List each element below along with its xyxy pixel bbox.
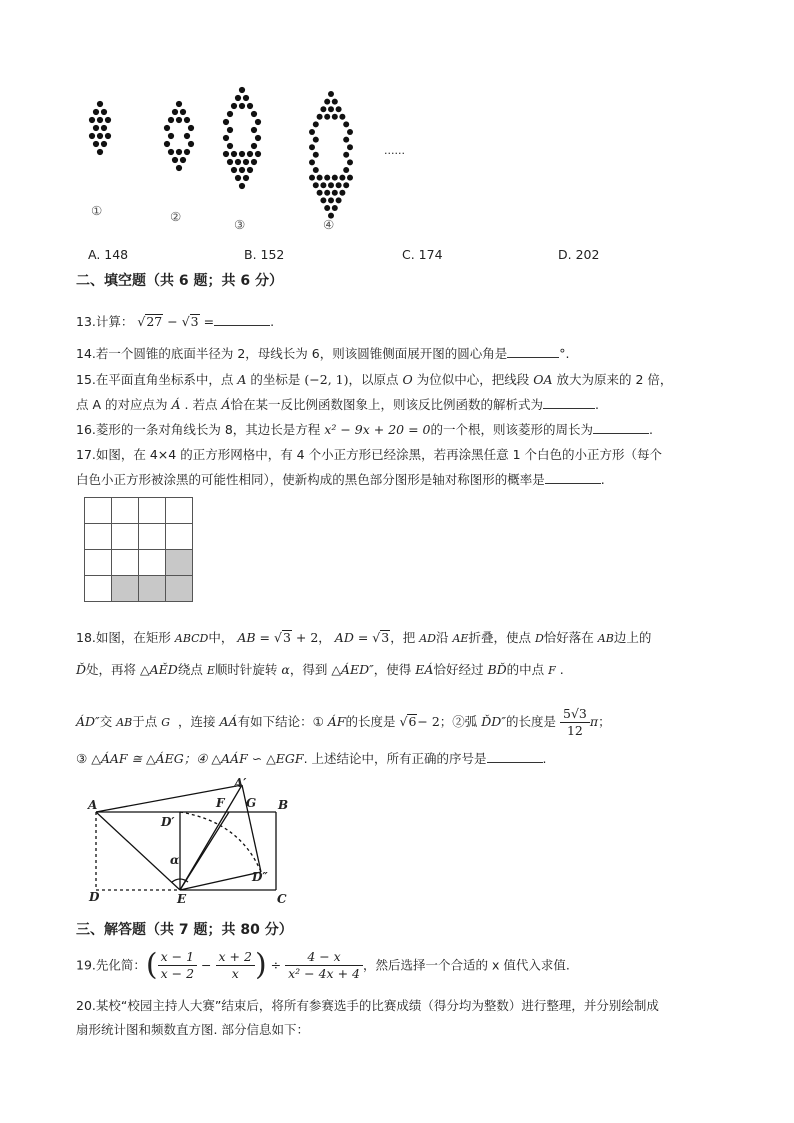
q18-e: E (206, 664, 215, 677)
grid-cell-shaded (166, 550, 193, 576)
pattern-dot (184, 149, 190, 155)
pattern-dot (317, 175, 323, 181)
section-3-heading: 三、解答题（共 7 题；共 80 分） (76, 922, 293, 938)
q18-ab-3: AB (116, 716, 133, 729)
pattern-dot (347, 129, 353, 135)
pattern-dot (317, 190, 323, 196)
pattern-dot (239, 167, 245, 173)
section-2-heading: 二、填空题（共 6 题；共 6 分） (76, 273, 283, 289)
q17-end: . (600, 472, 605, 487)
pattern-dot (176, 117, 182, 123)
question-18-line-2 (76, 661, 564, 680)
q18-d: D (534, 632, 544, 645)
pattern-dot (188, 141, 194, 147)
q18-ea: EÁ (415, 662, 434, 677)
q20-text-a: 20.某校“校园主持人大赛”结束后，将所有参赛选手的比赛成绩（得分均为整数）进行整理，并分别绘制成 (76, 998, 659, 1013)
fig-label-e: E (177, 892, 187, 906)
q18-text-v: . 上述结论中，所有正确的序号是 (303, 751, 487, 766)
q17-grid (84, 497, 193, 602)
q18-aa: AÁ (219, 714, 238, 729)
pattern-dot (255, 135, 261, 141)
pattern-dot (168, 133, 174, 139)
pattern-dot (89, 133, 95, 139)
q15-text-b: 的坐标是 (250, 372, 301, 387)
q18-text-l: ，使得 (373, 662, 412, 677)
q14-text: 14.若一个圆锥的底面半径为 2，母线长为 6，则该圆锥侧面展开图的圆心角是 (76, 346, 508, 361)
q18-text-i: 绕点 (177, 662, 203, 677)
pattern-dot (317, 114, 323, 120)
grid-cell (139, 498, 166, 524)
grid-cell (85, 524, 112, 550)
pattern-dot (328, 182, 334, 188)
q18-minus-2: − 2；②弧 (417, 714, 478, 729)
q18-frac-num: 5√3 (560, 706, 590, 723)
grid-cell (112, 524, 139, 550)
fig-label-d: D (89, 890, 100, 904)
pattern-dot (347, 159, 353, 165)
q18-text-a: 18.如图，在矩形 (76, 630, 171, 645)
pattern-dot (231, 167, 237, 173)
pattern-dot (184, 117, 190, 123)
q19-right-paren: ) (254, 947, 267, 983)
pattern-dot (180, 109, 186, 115)
pattern-dot (243, 159, 249, 165)
q18-af: ÁF (327, 714, 346, 729)
q18-d-prime: Ď (76, 662, 87, 677)
q18-fraction (560, 706, 590, 739)
pattern-dot (227, 143, 233, 149)
q18-text-d: 沿 (435, 630, 449, 645)
q18-conclusion-4: △AÁF ∽ △EGF (211, 751, 304, 766)
pattern-dot (176, 165, 182, 171)
pattern-dot (101, 125, 107, 131)
q20-text-b: 扇形统计图和频数直方图. 部分信息如下： (76, 1022, 309, 1037)
pattern-dot (239, 183, 245, 189)
q18-f: F (548, 664, 556, 677)
fig-label-d-double: D″ (252, 870, 268, 884)
grid-cell (139, 550, 166, 576)
pattern-dot (184, 133, 190, 139)
grid-cell (166, 498, 193, 524)
q18-text-h: 处，再将 (86, 662, 137, 677)
q18-text-b: 中， (208, 630, 234, 645)
option-a: A. 148 (88, 247, 129, 262)
pattern-dot (309, 144, 315, 150)
q19-prefix: 19.先化简： (76, 957, 146, 973)
pattern-dot (223, 135, 229, 141)
pattern-dot (324, 205, 330, 211)
q13-minus: − (167, 314, 178, 329)
q18-triangle-1: △AĚD (140, 662, 178, 677)
figure-label-1: ① (91, 203, 103, 218)
q19-minus: − (201, 957, 212, 973)
q18-answer-blank[interactable] (487, 750, 543, 763)
q15-text-a: 15.在平面直角坐标系中，点 (76, 372, 234, 387)
q18-radicand-3: 3 (282, 630, 291, 645)
q18-frac-den: 12 (566, 723, 583, 738)
q18-pi: π (589, 714, 599, 729)
question-15-line-1 (76, 371, 672, 389)
pattern-dot (309, 159, 315, 165)
q18-ad-2: AD (419, 632, 436, 645)
q15-segment: OA (533, 372, 553, 387)
pattern-dot (93, 125, 99, 131)
pattern-dot (176, 149, 182, 155)
pattern-dot (324, 190, 330, 196)
question-17-line-1 (76, 446, 662, 464)
pattern-dot (328, 91, 334, 97)
pattern-dot (324, 114, 330, 120)
grid-cell-shaded (166, 576, 193, 602)
q16-equation: x² − 9x + 20 = 0 (324, 422, 431, 437)
q16-text-b: 的一个根，则该菱形的周长为 (430, 422, 593, 437)
q15-text-h: 恰在某一反比例函数图象上，则该反比例函数的解析式为 (230, 397, 543, 412)
pattern-dot (239, 87, 245, 93)
pattern-dot (336, 182, 342, 188)
fig-label-f: F (216, 796, 225, 810)
q18-alpha: α (281, 662, 290, 677)
pattern-dot (247, 103, 253, 109)
q19-f3-den: x² − 4x + 4 (288, 966, 360, 981)
q18-end: . (542, 751, 547, 766)
q19-f2-den: x (231, 966, 239, 981)
q17-text-b: 白色小正方形被涂黑的可能性相同），使新构成的黑色部分图形是轴对称图形的概率是 (76, 472, 545, 487)
pattern-dot (339, 114, 345, 120)
pattern-dot (343, 137, 349, 143)
q15-origin: O (402, 372, 413, 387)
pattern-dot (320, 106, 326, 112)
q18-text-m: 恰好经过 (433, 662, 484, 677)
q14-end: °. (559, 346, 570, 361)
pattern-dot (231, 151, 237, 157)
q15-end: . (594, 397, 599, 412)
pattern-dot (339, 190, 345, 196)
pattern-dot (320, 182, 326, 188)
pattern-dot (97, 117, 103, 123)
q19-fraction-2 (216, 949, 255, 982)
q15-answer-blank[interactable] (543, 396, 595, 409)
pattern-dot (247, 167, 253, 173)
figure-label-2: ② (170, 209, 182, 224)
pattern-dot (105, 117, 111, 123)
pattern-dot (97, 101, 103, 107)
pattern-dot (168, 117, 174, 123)
pattern-dot (332, 114, 338, 120)
pattern-dot (347, 144, 353, 150)
q16-text-a: 16.菱形的一条对角线长为 8，其边长是方程 (76, 422, 321, 437)
q18-plus-2: + 2， (295, 630, 331, 645)
option-c: C. 174 (402, 247, 443, 262)
question-14 (76, 345, 569, 363)
pattern-dot (343, 121, 349, 127)
q18-ae: AE (452, 632, 469, 645)
q18-text-k: ，得到 (289, 662, 328, 677)
pattern-dot (309, 129, 315, 135)
q18-text-c: ，把 (390, 630, 416, 645)
q13-radicand-2: 3 (190, 314, 199, 329)
fig-label-a-prime: A′ (234, 776, 247, 790)
q19-f1-den: x − 2 (160, 966, 195, 981)
q18-bd: BĎ (487, 662, 507, 677)
grid-cell (85, 576, 112, 602)
q13-answer-blank[interactable] (214, 313, 270, 326)
pattern-dot (255, 151, 261, 157)
grid-cell (85, 550, 112, 576)
pattern-dot (97, 149, 103, 155)
pattern-dot (235, 159, 241, 165)
q18-ad-double: ÁD″ (76, 714, 100, 729)
pattern-dot (255, 119, 261, 125)
q18-conclusion-3: △ÁAF ≅ △ÁEG；④ (91, 751, 208, 766)
question-16 (76, 421, 653, 439)
q18-text-e: 折叠，使点 (468, 630, 531, 645)
q15-point-a: A (237, 372, 247, 387)
pattern-dot (347, 175, 353, 181)
q15-image-point-2: Á (221, 397, 231, 412)
question-18-line-3: ÁD″交 AB于点 G ，连接 AÁ有如下结论：① ÁF的长度是 √6− 2；②弧 ĎD″的长度是 $\frac{5√3}{12}$ π； (76, 706, 611, 738)
fig-label-c: C (277, 892, 287, 906)
pattern-dot (309, 175, 315, 181)
grid-cell (85, 498, 112, 524)
q18-arc: ĎD″ (481, 714, 506, 729)
figure-label-3: ③ (234, 217, 246, 232)
option-b: B. 152 (244, 247, 285, 262)
pattern-dot (336, 197, 342, 203)
q18-text-n: 的中点 (506, 662, 545, 677)
q17-text-a: 17.如图，在 4×4 的正方形网格中，有 4 个小正方形已经涂黑，若再涂黑任意 1 个白色的小正方形（每个 (76, 447, 663, 462)
q18-text-s: 有如下结论：① (237, 714, 324, 729)
q18-text-f: 恰好落在 (543, 630, 594, 645)
q13-equals: = (203, 314, 215, 329)
pattern-dot (336, 106, 342, 112)
pattern-dot (313, 121, 319, 127)
pattern-dot (343, 167, 349, 173)
q18-text-r: ，连接 (178, 714, 216, 729)
q19-left-paren: ( (145, 947, 158, 983)
pattern-dot (223, 119, 229, 125)
q13-end: . (270, 314, 275, 329)
q16-end: . (649, 422, 653, 437)
option-d: D. 202 (558, 247, 600, 262)
question-20-line-2 (76, 1021, 309, 1039)
pattern-dot (164, 125, 170, 131)
q18-radicand-3b: 3 (381, 630, 390, 645)
q15-text-g: . 若点 (184, 397, 218, 412)
pattern-dot (239, 103, 245, 109)
q18-text-t: 的长度是 (345, 714, 396, 729)
q18-rect: ABCD (174, 632, 209, 645)
pattern-dot (93, 109, 99, 115)
pattern-dot (188, 125, 194, 131)
q18-text-j: 顺时针旋转 (214, 662, 278, 677)
q18-text-o: . (559, 662, 564, 677)
pattern-dot (235, 95, 241, 101)
question-18-line-1: 18.如图，在矩形 ABCD中， AB = √3 + 2， AD = √3，把 AD沿 AE折叠，使点 D恰好落在 AB边上的 (76, 630, 652, 645)
pattern-dot (239, 151, 245, 157)
q19-f1-num: x − 1 (158, 949, 197, 966)
pattern-dot (235, 175, 241, 181)
grid-cell (112, 550, 139, 576)
q16-answer-blank[interactable] (593, 421, 649, 434)
grid-cell (139, 524, 166, 550)
q15-text-c: ，以原点 (348, 372, 399, 387)
fig-label-a: A (88, 798, 98, 812)
pattern-dot (93, 141, 99, 147)
pattern-dot (176, 101, 182, 107)
q18-text-q: 于点 (132, 714, 158, 729)
pattern-dot (332, 175, 338, 181)
pattern-dot (164, 141, 170, 147)
figure-label-4: ④ (323, 217, 335, 232)
pattern-dot (172, 157, 178, 163)
question-15-line-2 (76, 396, 599, 414)
pattern-dot (172, 109, 178, 115)
pattern-dot (332, 205, 338, 211)
figure-ellipsis: ...... (384, 144, 405, 157)
pattern-dot (332, 190, 338, 196)
q18-circle-3: ③ (76, 751, 88, 766)
pattern-dot (343, 152, 349, 158)
pattern-dot (89, 117, 95, 123)
pattern-dot (313, 152, 319, 158)
pattern-dot (180, 157, 186, 163)
q15-text-f: 点 A 的对应点为 (76, 397, 168, 412)
fig-label-d-prime: D′ (161, 815, 175, 829)
q15-text-d: 为位似中心，把线段 (416, 372, 530, 387)
pattern-dot (227, 159, 233, 165)
question-17-line-2 (76, 471, 605, 489)
question-20-line-1 (76, 997, 659, 1015)
pattern-dot (313, 167, 319, 173)
grid-cell (112, 498, 139, 524)
pattern-dot (251, 127, 257, 133)
pattern-dot (324, 99, 330, 105)
pattern-dot (101, 109, 107, 115)
q13-radicand-1: 27 (146, 314, 163, 329)
q13-prefix: 13.计算： (76, 314, 134, 329)
q18-text-u: 的长度是 (506, 714, 557, 729)
q19-fraction-3 (285, 949, 363, 982)
question-19 (76, 948, 570, 988)
grid-cell-shaded (139, 576, 166, 602)
q18-ab-2: AB (597, 632, 614, 645)
pattern-dot (101, 141, 107, 147)
grid-cell (166, 524, 193, 550)
q15-coordinate: (−2, 1) (304, 372, 349, 387)
q19-fraction-1 (158, 949, 197, 982)
pattern-dot (328, 106, 334, 112)
pattern-dot (247, 151, 253, 157)
pattern-dot (97, 133, 103, 139)
pattern-dot (324, 175, 330, 181)
q18-radicand-6: 6 (408, 714, 417, 729)
q18-ad: AD = (334, 630, 369, 645)
q18-g: G (161, 716, 171, 729)
pattern-dot (243, 175, 249, 181)
q19-suffix: ，然后选择一个合适的 x 值代入求值. (362, 957, 570, 973)
q18-ab: AB = (237, 630, 271, 645)
q18-text-g: 边上的 (613, 630, 652, 645)
fig-label-g: G (246, 796, 257, 810)
q19-divide: ÷ (270, 957, 282, 973)
q18-triangle-2: △ÁED″ (331, 662, 374, 677)
q19-f3-num: 4 − x (285, 949, 363, 966)
pattern-dot (339, 175, 345, 181)
pattern-dot (251, 111, 257, 117)
q18-semicolon: ； (598, 714, 611, 729)
question-18-line-4 (76, 750, 547, 768)
pattern-dot (105, 133, 111, 139)
pattern-dot (168, 149, 174, 155)
pattern-dot (320, 197, 326, 203)
pattern-dot (227, 111, 233, 117)
pattern-dot (343, 182, 349, 188)
q15-text-e: 放大为原来的 2 倍， (556, 372, 673, 387)
q17-answer-blank[interactable] (545, 471, 601, 484)
pattern-dot (332, 99, 338, 105)
pattern-dot (328, 197, 334, 203)
q18-text-p: 交 (99, 714, 113, 729)
pattern-dot (251, 143, 257, 149)
q19-f2-num: x + 2 (216, 949, 255, 966)
q15-image-point: Á (171, 397, 181, 412)
pattern-dot (231, 103, 237, 109)
grid-cell-shaded (112, 576, 139, 602)
fig-label-b: B (278, 798, 289, 812)
pattern-dot (251, 159, 257, 165)
q14-answer-blank[interactable] (507, 345, 559, 358)
q18-geometry-figure (80, 776, 300, 908)
question-13: 13.计算： √27 − √3 = . (76, 314, 275, 329)
pattern-dot (313, 137, 319, 143)
fig-label-alpha: α (170, 853, 180, 867)
pattern-dot (313, 182, 319, 188)
pattern-dot (223, 151, 229, 157)
pattern-dot (227, 127, 233, 133)
pattern-dot (243, 95, 249, 101)
